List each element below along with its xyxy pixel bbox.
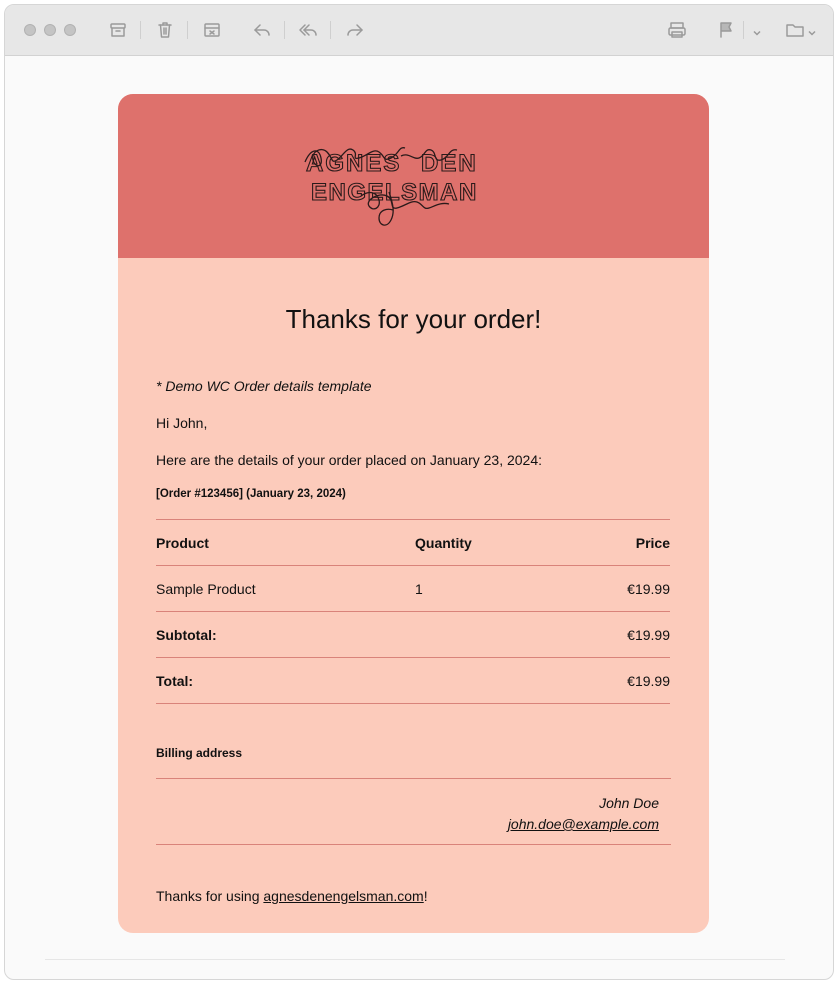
minimize-window-button[interactable] <box>44 24 56 36</box>
email-body <box>118 301 709 905</box>
footer-suffix: ! <box>423 888 428 904</box>
table-row <box>156 566 670 612</box>
print-icon[interactable] <box>665 18 689 42</box>
folder-icon[interactable] <box>783 18 807 42</box>
billing-name: John Doe <box>599 795 659 811</box>
greeting: Hi John, <box>156 415 208 431</box>
product-price: €19.99 <box>535 566 670 612</box>
billing-title: Billing address <box>156 746 243 760</box>
junk-icon[interactable] <box>200 18 224 42</box>
svg-text:ENGELSMAN: ENGELSMAN <box>311 179 478 206</box>
footer-text <box>156 887 671 905</box>
column-header-product: Product <box>156 520 415 566</box>
forward-icon[interactable] <box>343 18 367 42</box>
subtotal-label: Subtotal: <box>156 612 535 658</box>
reply-all-icon[interactable] <box>296 18 320 42</box>
total-value: €19.99 <box>535 658 670 704</box>
total-label: Total: <box>156 658 535 704</box>
template-note: * Demo WC Order details template <box>156 378 372 394</box>
folder-menu-chevron-icon[interactable] <box>807 25 817 35</box>
billing-address <box>156 778 671 845</box>
svg-text:AGNES: AGNES <box>306 150 402 177</box>
footer-prefix: Thanks for using <box>156 888 264 904</box>
reply-icon[interactable] <box>250 18 274 42</box>
product-quantity: 1 <box>415 566 535 612</box>
table-header-row <box>156 520 670 566</box>
subtotal-row <box>156 612 670 658</box>
footer-site-link[interactable]: agnesdenengelsman.com <box>263 888 424 904</box>
flag-menu-chevron-icon[interactable] <box>752 25 762 35</box>
product-name: Sample Product <box>156 566 415 612</box>
column-header-quantity: Quantity <box>415 520 535 566</box>
billing-email-link[interactable]: john.doe@example.com <box>507 816 659 832</box>
order-intro: Here are the details of your order placed on January 23, 2024: <box>156 452 543 468</box>
total-row <box>156 658 670 704</box>
window-controls <box>24 24 76 36</box>
zoom-window-button[interactable] <box>64 24 76 36</box>
flag-icon[interactable] <box>714 18 738 42</box>
email-header <box>118 94 709 258</box>
trash-icon[interactable] <box>153 18 177 42</box>
mail-toolbar <box>5 5 833 56</box>
divider <box>45 959 785 960</box>
email-card <box>118 94 709 933</box>
close-window-button[interactable] <box>24 24 36 36</box>
brand-logo <box>303 134 528 234</box>
subtotal-value: €19.99 <box>535 612 670 658</box>
email-heading: Thanks for your order! <box>285 304 542 334</box>
svg-text:DEN: DEN <box>421 150 478 177</box>
column-header-price: Price <box>535 520 670 566</box>
order-id: [Order #123456] (January 23, 2024) <box>156 488 346 500</box>
archive-icon[interactable] <box>106 18 130 42</box>
order-table <box>156 519 670 704</box>
